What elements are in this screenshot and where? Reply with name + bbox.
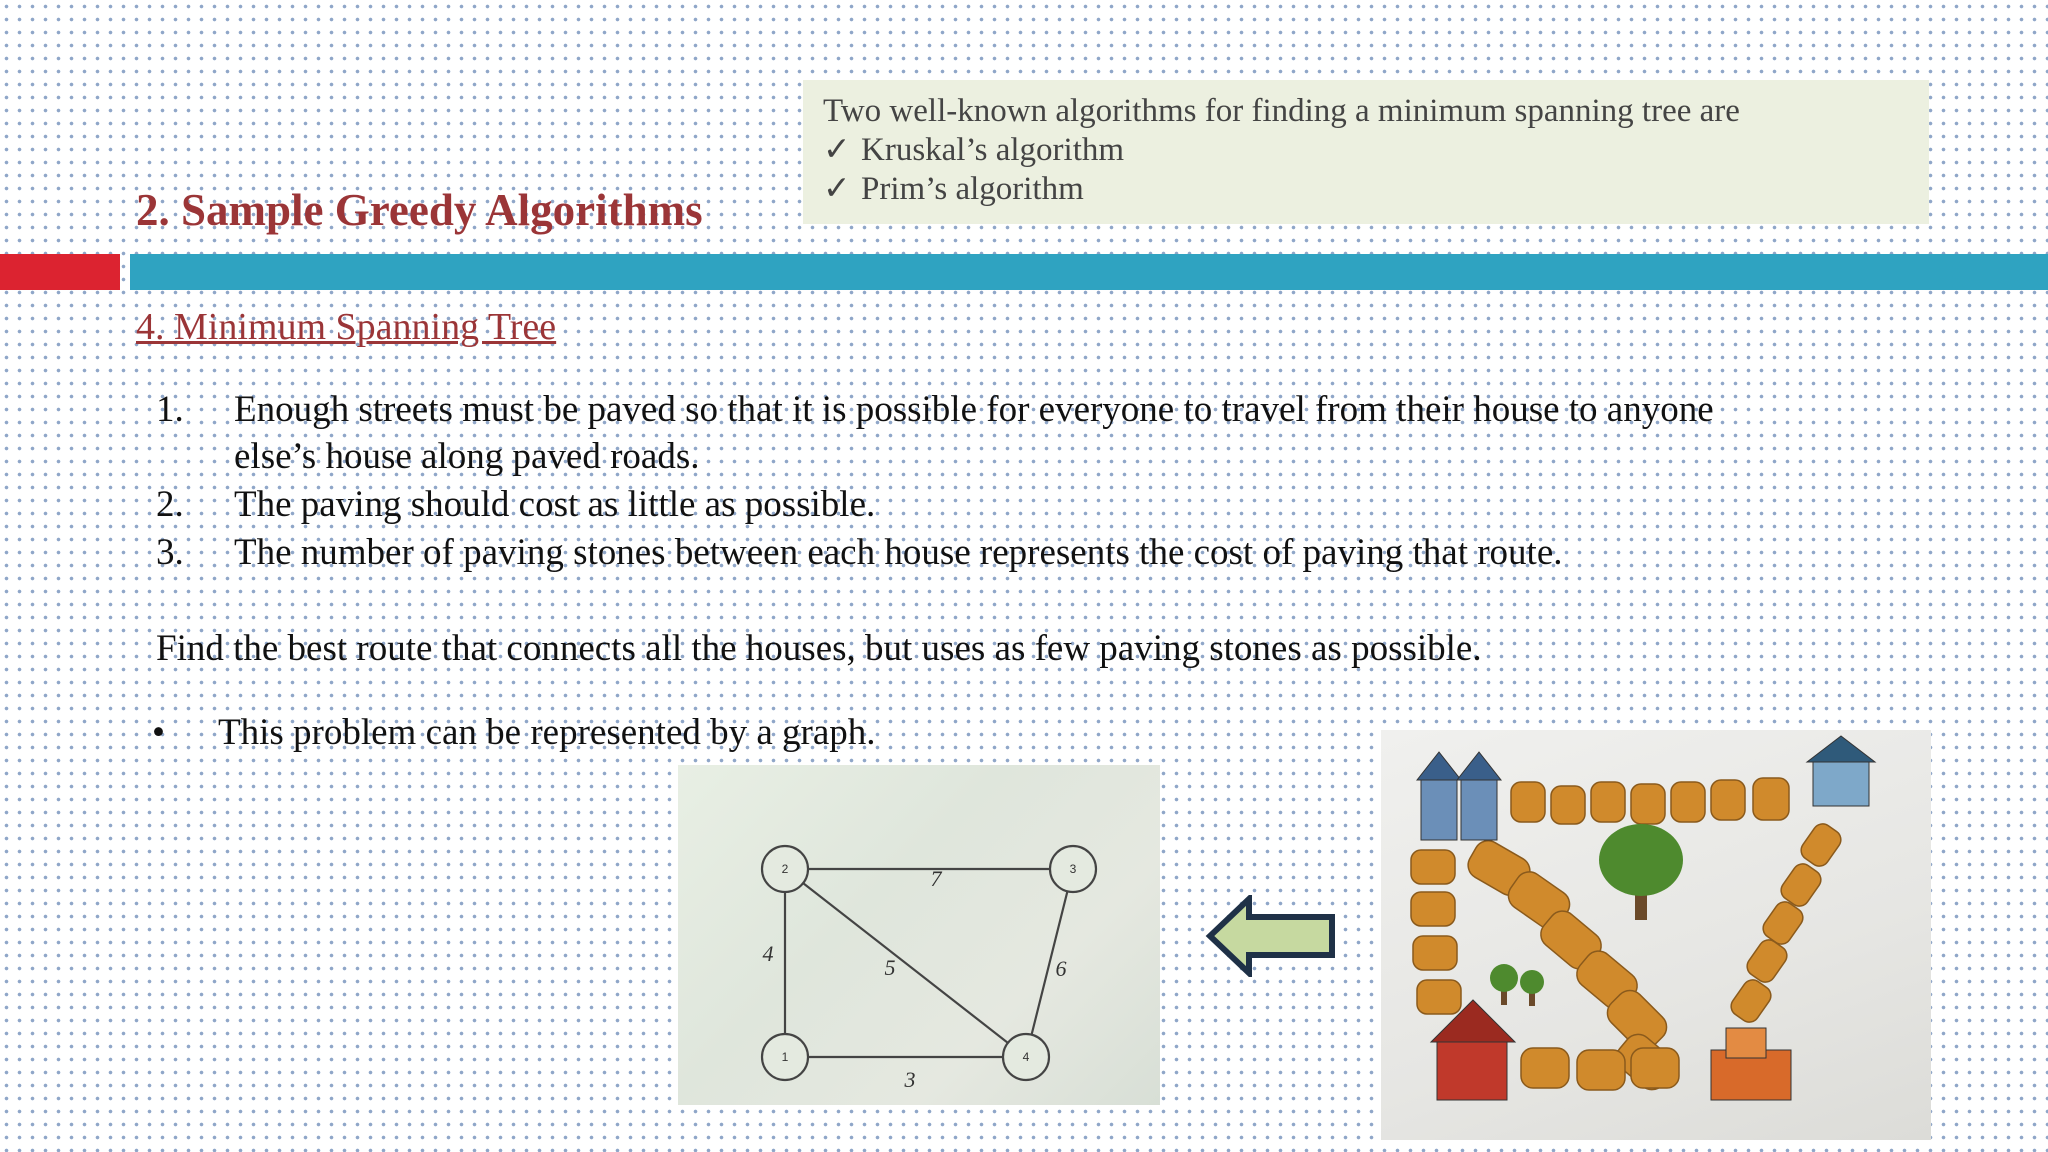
algorithms-callout: [803, 80, 1929, 224]
slide-title: 2. Sample Greedy Algorithms: [136, 185, 703, 235]
callout-item-label: Kruskal’s algorithm: [861, 132, 1125, 168]
list-item-text: else’s house along paved roads.: [234, 436, 700, 477]
list-item-text: The number of paving stones between each house represents the cost of paving that route.: [234, 532, 1563, 573]
list-item-text: Enough streets must be paved so that it is possible for everyone to travel from their house to anyone: [234, 389, 1714, 430]
graph-edge: [785, 869, 1026, 1057]
list-item-number: 2.: [156, 484, 184, 525]
section-subtitle: 4. Minimum Spanning Tree: [136, 306, 557, 348]
accent-bar-red: [0, 254, 120, 290]
paving-stone: [1411, 892, 1455, 926]
paving-stone: [1671, 782, 1705, 822]
paving-stone: [1711, 780, 1745, 820]
paving-stone: [1797, 820, 1845, 870]
edge-weight: 5: [884, 955, 896, 980]
node-label: 1: [781, 1050, 789, 1064]
tree-icon: [1490, 964, 1544, 1006]
list-item-text: The paving should cost as little as possible.: [234, 484, 876, 525]
paving-stone: [1753, 778, 1789, 820]
node-label: 4: [1022, 1050, 1030, 1064]
paving-stone: [1577, 1050, 1625, 1090]
callout-item: [823, 170, 1909, 209]
edge-weight: 6: [1055, 956, 1067, 981]
paving-stone: [1521, 1048, 1569, 1088]
paving-stone: [1727, 976, 1775, 1026]
bullet-glyph: •: [152, 712, 165, 753]
list-item-number: 3.: [156, 532, 184, 573]
callout-item: [823, 131, 1909, 170]
paving-stone: [1511, 782, 1545, 822]
task-statement: Find the best route that connects all the houses, but uses as few paving stones as possible.: [156, 628, 1482, 669]
check-icon: ✓: [823, 132, 851, 168]
accent-bar-teal: [130, 254, 2048, 290]
paving-illustration: [1381, 730, 1931, 1140]
list-item-number: 1.: [156, 389, 184, 430]
edge-weight: 3: [904, 1067, 916, 1092]
tree-icon: [1599, 824, 1683, 920]
left-arrow-icon: [1205, 895, 1337, 977]
house-icon: [1417, 752, 1501, 840]
node-label: 2: [781, 862, 789, 876]
paving-stone: [1413, 936, 1457, 970]
house-icon: [1807, 736, 1875, 806]
bullet-text: This problem can be represented by a graph.: [218, 712, 876, 753]
paving-stone: [1631, 1048, 1679, 1088]
check-icon: ✓: [823, 171, 851, 207]
edge-weight: 4: [762, 941, 774, 966]
callout-intro: Two well-known algorithms for finding a minimum spanning tree are: [823, 93, 1740, 129]
house-icon: [1431, 1000, 1515, 1100]
paving-stone: [1411, 850, 1455, 884]
paving-stone: [1631, 784, 1665, 824]
node-label: 3: [1069, 862, 1077, 876]
paving-stone: [1591, 782, 1625, 822]
callout-item-label: Prim’s algorithm: [861, 171, 1084, 207]
house-icon: [1711, 1028, 1791, 1100]
paving-stone: [1551, 786, 1585, 824]
paving-stone: [1417, 980, 1461, 1014]
paving-puzzle-photo: [1381, 730, 1931, 1140]
graph-diagram: [678, 765, 1160, 1105]
graph-photo: [678, 765, 1160, 1105]
edge-weight: 7: [930, 866, 942, 891]
